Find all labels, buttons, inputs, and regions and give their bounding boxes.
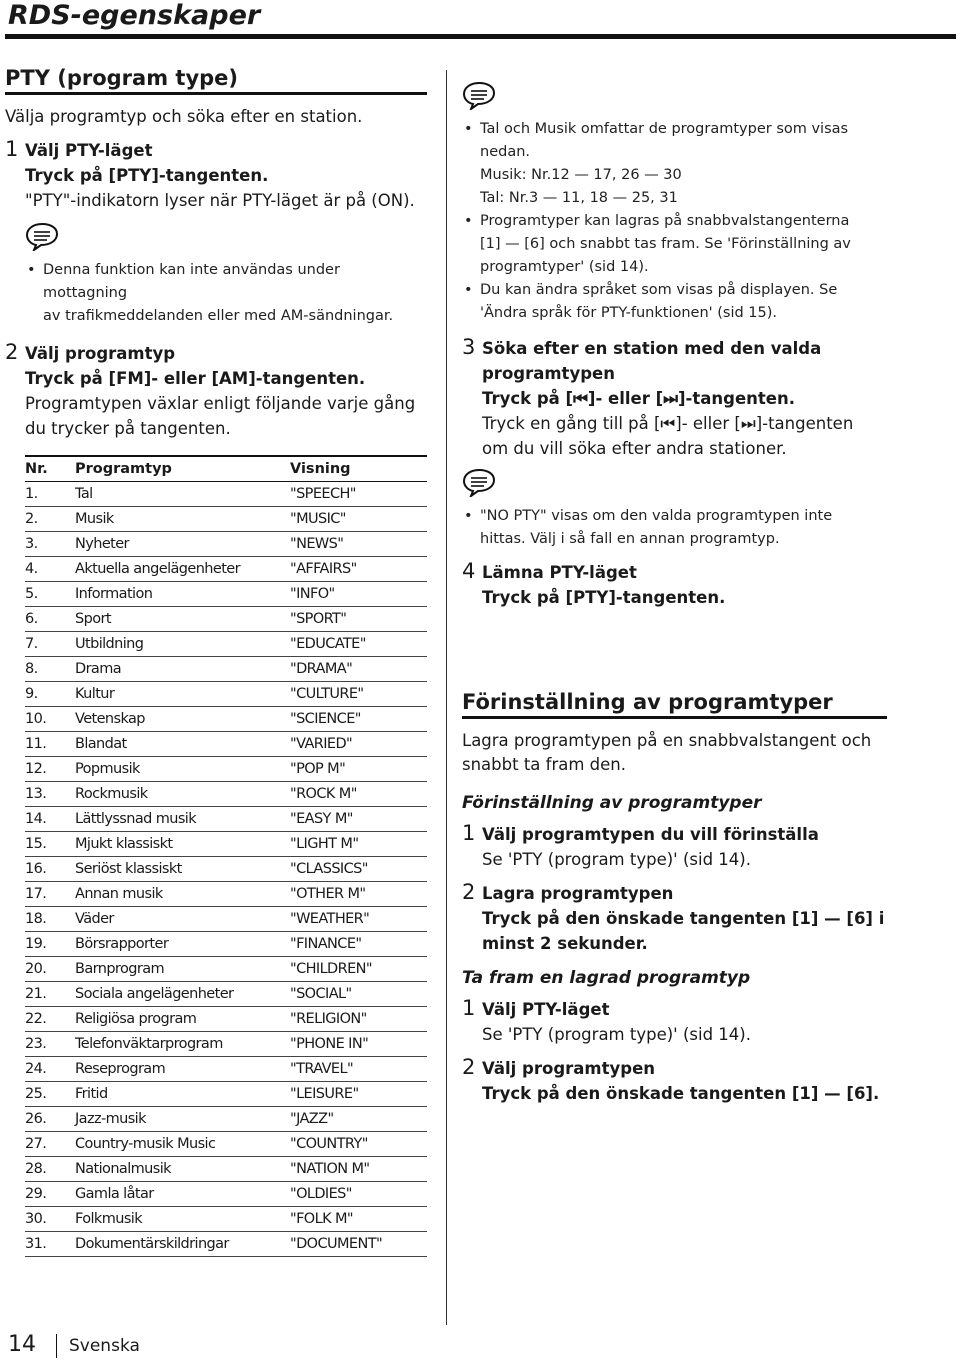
program-type: Seriöst klassiskt	[75, 857, 290, 882]
row-number: 6.	[25, 607, 75, 632]
display-text: "WEATHER"	[290, 907, 427, 932]
row-number: 28.	[25, 1157, 75, 1182]
program-type: Tal	[75, 482, 290, 507]
table-row	[25, 607, 427, 632]
program-type: Gamla låtar	[75, 1182, 290, 1207]
display-text: "CLASSICS"	[290, 857, 427, 882]
row-number: 14.	[25, 807, 75, 832]
step-number: 3	[462, 335, 476, 359]
program-type: Annan musik	[75, 882, 290, 907]
pty-heading: PTY (program type)	[5, 66, 238, 90]
step-instruction: Tryck på den önskade tangenten [1] — [6].	[482, 1084, 880, 1103]
program-type: Aktuella angelägenheter	[75, 557, 290, 582]
table-row	[25, 1232, 427, 1257]
step-number: 1	[462, 821, 476, 845]
table-header-row	[25, 456, 427, 482]
table-row	[25, 1157, 427, 1182]
page-header	[5, 0, 956, 40]
row-number: 25.	[25, 1082, 75, 1107]
row-number: 18.	[25, 907, 75, 932]
footer-language: Svenska	[69, 1336, 140, 1356]
left-column	[5, 66, 427, 1257]
program-type: Sport	[75, 607, 290, 632]
step-number: 2	[5, 340, 19, 364]
program-type: Lättlyssnad musik	[75, 807, 290, 832]
table-row	[25, 1132, 427, 1157]
display-text: "POP M"	[290, 757, 427, 782]
row-number: 15.	[25, 832, 75, 857]
table-row	[25, 832, 427, 857]
row-number: 27.	[25, 1132, 75, 1157]
step-heading: Lagra programtypen	[482, 884, 674, 903]
display-text: "NEWS"	[290, 532, 427, 557]
step-description: du trycker på tangenten.	[25, 419, 231, 438]
table-row	[25, 857, 427, 882]
note-block	[462, 80, 887, 325]
step-heading: Välj PTY-läget	[25, 141, 153, 160]
row-number: 16.	[25, 857, 75, 882]
program-type: Nationalmusik	[75, 1157, 290, 1182]
note-item: • Tal och Musik omfattar de programtyper som visas nedan. Musik: Nr.12 — 17, 26 — 30 Tal: Nr.3 — 11, 18 — 25, 31	[462, 118, 887, 210]
column-header: Visning	[290, 456, 427, 482]
display-text: "EDUCATE"	[290, 632, 427, 657]
display-text: "SPORT"	[290, 607, 427, 632]
row-number: 20.	[25, 957, 75, 982]
program-type: Börsrapporter	[75, 932, 290, 957]
display-text: "ROCK M"	[290, 782, 427, 807]
row-number: 26.	[25, 1107, 75, 1132]
step-heading: Välj programtypen du vill förinställa	[482, 825, 819, 844]
step-number: 2	[462, 880, 476, 904]
display-text: "FOLK M"	[290, 1207, 427, 1232]
row-number: 10.	[25, 707, 75, 732]
table-row	[25, 932, 427, 957]
page-number: 14	[8, 1332, 36, 1357]
program-type: Country-musik Music	[75, 1132, 290, 1157]
footer-separator	[56, 1334, 57, 1358]
step-description: Se 'PTY (program type)' (sid 14).	[482, 1025, 751, 1044]
program-type: Popmusik	[75, 757, 290, 782]
display-text: "JAZZ"	[290, 1107, 427, 1132]
step-1	[5, 137, 427, 213]
step-description: Tryck en gång till på [⏮]- eller [⏭]-tangenten	[482, 414, 854, 433]
note-block	[5, 221, 427, 328]
header-rule	[5, 34, 956, 39]
row-number: 23.	[25, 1032, 75, 1057]
table-row	[25, 782, 427, 807]
row-number: 7.	[25, 632, 75, 657]
program-type: Religiösa program	[75, 1007, 290, 1032]
step-heading: Välj programtypen	[482, 1059, 656, 1078]
row-number: 3.	[25, 532, 75, 557]
program-type: Musik	[75, 507, 290, 532]
table-row	[25, 732, 427, 757]
step-instruction: Tryck på [PTY]-tangenten.	[25, 166, 269, 185]
display-text: "SPEECH"	[290, 482, 427, 507]
note-block	[462, 467, 887, 551]
column-header: Nr.	[25, 456, 75, 482]
row-number: 2.	[25, 507, 75, 532]
table-row	[25, 982, 427, 1007]
step-number: 1	[5, 137, 19, 161]
pty-table	[25, 455, 427, 1257]
step-number: 1	[462, 996, 476, 1020]
program-type: Folkmusik	[75, 1207, 290, 1232]
display-text: "OLDIES"	[290, 1182, 427, 1207]
row-number: 8.	[25, 657, 75, 682]
pty-intro: Välja programtyp och söka efter en station.	[5, 107, 363, 126]
preset-section	[462, 690, 887, 1106]
table-row	[25, 1107, 427, 1132]
table-row	[25, 1207, 427, 1232]
display-text: "MUSIC"	[290, 507, 427, 532]
step-heading: Välj programtyp	[25, 344, 176, 363]
step-description: "PTY"-indikatorn lyser när PTY-läget är på (ON).	[25, 191, 415, 210]
program-type: Väder	[75, 907, 290, 932]
table-row	[25, 1032, 427, 1057]
row-number: 5.	[25, 582, 75, 607]
display-text: "RELIGION"	[290, 1007, 427, 1032]
display-text: "VARIED"	[290, 732, 427, 757]
table-row	[25, 557, 427, 582]
table-row	[25, 582, 427, 607]
step-description: Se 'PTY (program type)' (sid 14).	[482, 850, 751, 869]
row-number: 19.	[25, 932, 75, 957]
recall-step-1	[462, 996, 887, 1047]
note-list	[25, 259, 427, 328]
table-row	[25, 1182, 427, 1207]
display-text: "PHONE IN"	[290, 1032, 427, 1057]
program-type: Nyheter	[75, 532, 290, 557]
step-instruction: Tryck på [FM]- eller [AM]-tangenten.	[25, 369, 366, 388]
table-row	[25, 532, 427, 557]
table-row	[25, 1057, 427, 1082]
note-icon	[25, 221, 59, 251]
note-item: • Denna funktion kan inte användas under mottagning av trafikmeddelanden eller med AM-sändningar.	[25, 259, 427, 328]
display-text: "DRAMA"	[290, 657, 427, 682]
note-item: • Du kan ändra språket som visas på displayen. Se 'Ändra språk för PTY-funktionen' (sid 15).	[462, 279, 887, 325]
display-text: "FINANCE"	[290, 932, 427, 957]
note-icon	[462, 80, 496, 110]
note-list	[462, 118, 887, 325]
row-number: 1.	[25, 482, 75, 507]
step-heading: Välj PTY-läget	[482, 1000, 610, 1019]
program-type: Drama	[75, 657, 290, 682]
row-number: 22.	[25, 1007, 75, 1032]
program-type: Fritid	[75, 1082, 290, 1107]
recall-step-2	[462, 1055, 887, 1106]
display-text: "AFFAIRS"	[290, 557, 427, 582]
display-text: "CULTURE"	[290, 682, 427, 707]
program-type: Utbildning	[75, 632, 290, 657]
table-row	[25, 482, 427, 507]
row-number: 9.	[25, 682, 75, 707]
row-number: 11.	[25, 732, 75, 757]
step-heading: Söka efter en station med den valda	[482, 339, 822, 358]
step-heading: Lämna PTY-läget	[482, 563, 637, 582]
note-icon	[462, 467, 496, 497]
display-text: "LIGHT M"	[290, 832, 427, 857]
table-row	[25, 907, 427, 932]
pty-heading-rule	[5, 92, 427, 95]
table-row	[25, 957, 427, 982]
table-row	[25, 682, 427, 707]
program-type: Rockmusik	[75, 782, 290, 807]
note-item: • Programtyper kan lagras på snabbvalstangenterna [1] — [6] och snabbt tas fram. Se 'Förinställning av programtyper' (sid 14).	[462, 210, 887, 279]
row-number: 17.	[25, 882, 75, 907]
note-item: • "NO PTY" visas om den valda programtypen inte hittas. Välj i så fall en annan programtyp.	[462, 505, 887, 551]
row-number: 21.	[25, 982, 75, 1007]
step-instruction: Tryck på den önskade tangenten [1] — [6] i	[482, 909, 885, 928]
table-row	[25, 1007, 427, 1032]
row-number: 30.	[25, 1207, 75, 1232]
step-instruction: Tryck på [⏮]- eller [⏭]-tangenten.	[482, 389, 796, 408]
program-type: Reseprogram	[75, 1057, 290, 1082]
program-type: Vetenskap	[75, 707, 290, 732]
table-row	[25, 507, 427, 532]
column-divider	[446, 70, 447, 1325]
program-type: Dokumentärskildringar	[75, 1232, 290, 1257]
step-description: om du vill söka efter andra stationer.	[482, 439, 787, 458]
step-number: 4	[462, 559, 476, 583]
table-row	[25, 1082, 427, 1107]
note-list	[462, 505, 887, 551]
table-row	[25, 657, 427, 682]
step-description: Programtypen växlar enligt följande varje gång	[25, 394, 416, 413]
step-number: 2	[462, 1055, 476, 1079]
preset-subheading: Förinställning av programtyper	[462, 793, 762, 813]
row-number: 12.	[25, 757, 75, 782]
page-title: RDS-egenskaper	[8, 0, 261, 31]
step-instruction: Tryck på [PTY]-tangenten.	[482, 588, 726, 607]
step-3	[462, 335, 887, 461]
row-number: 4.	[25, 557, 75, 582]
display-text: "NATION M"	[290, 1157, 427, 1182]
step-heading-cont: programtypen	[482, 364, 615, 383]
program-type: Mjukt klassiskt	[75, 832, 290, 857]
display-text: "OTHER M"	[290, 882, 427, 907]
display-text: "DOCUMENT"	[290, 1232, 427, 1257]
display-text: "COUNTRY"	[290, 1132, 427, 1157]
table-row	[25, 882, 427, 907]
preset-intro: Lagra programtypen på en snabbvalstangent och snabbt ta fram den.	[462, 731, 872, 774]
program-type: Blandat	[75, 732, 290, 757]
program-type: Kultur	[75, 682, 290, 707]
preset-heading-rule	[462, 716, 887, 719]
preset-step-2	[462, 880, 887, 956]
program-type: Jazz-musik	[75, 1107, 290, 1132]
display-text: "TRAVEL"	[290, 1057, 427, 1082]
row-number: 13.	[25, 782, 75, 807]
display-text: "SCIENCE"	[290, 707, 427, 732]
column-header: Programtyp	[75, 456, 290, 482]
program-type: Information	[75, 582, 290, 607]
program-type: Sociala angelägenheter	[75, 982, 290, 1007]
display-text: "LEISURE"	[290, 1082, 427, 1107]
row-number: 29.	[25, 1182, 75, 1207]
step-2	[5, 340, 427, 441]
preset-heading: Förinställning av programtyper	[462, 690, 833, 714]
display-text: "EASY M"	[290, 807, 427, 832]
table-row	[25, 807, 427, 832]
display-text: "INFO"	[290, 582, 427, 607]
preset-step-1	[462, 821, 887, 872]
right-column	[462, 80, 887, 1106]
table-row	[25, 757, 427, 782]
display-text: "SOCIAL"	[290, 982, 427, 1007]
step-instruction: minst 2 sekunder.	[482, 934, 648, 953]
table-row	[25, 707, 427, 732]
display-text: "CHILDREN"	[290, 957, 427, 982]
row-number: 24.	[25, 1057, 75, 1082]
program-type: Barnprogram	[75, 957, 290, 982]
step-4	[462, 559, 887, 610]
table-row	[25, 632, 427, 657]
recall-subheading: Ta fram en lagrad programtyp	[462, 968, 751, 988]
row-number: 31.	[25, 1232, 75, 1257]
program-type: Telefonväktarprogram	[75, 1032, 290, 1057]
